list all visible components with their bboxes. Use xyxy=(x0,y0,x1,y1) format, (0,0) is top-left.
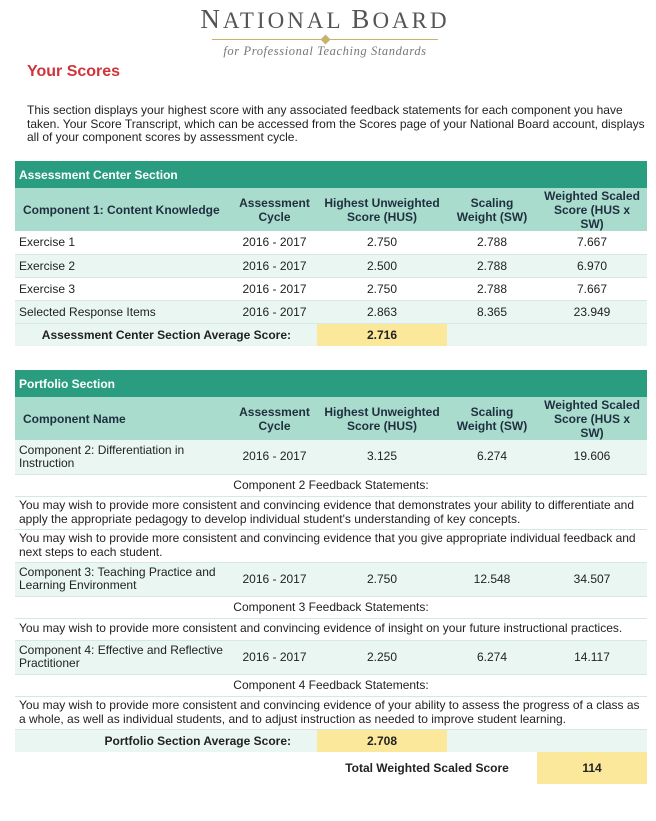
feedback-header: Component 4 Feedback Statements: xyxy=(15,674,647,696)
feedback-header-row xyxy=(15,474,647,496)
section-average-row xyxy=(15,323,647,346)
sw-value: 2.788 xyxy=(447,254,537,277)
logo-subtitle: for Professional Teaching Standards xyxy=(223,44,427,58)
wss-value: 14.117 xyxy=(537,640,647,674)
component-name: Exercise 1 xyxy=(15,231,232,254)
hus-value: 2.863 xyxy=(317,300,447,323)
assessment-cycle: 2016 - 2017 xyxy=(232,300,317,323)
feedback-header-row xyxy=(15,596,647,618)
sw-value: 12.548 xyxy=(447,562,537,596)
assessment-cycle: 2016 - 2017 xyxy=(232,562,317,596)
average-label: Assessment Center Section Average Score: xyxy=(15,323,317,346)
page-title: Your Scores xyxy=(27,63,121,80)
column-header: Scaling Weight (SW) xyxy=(447,397,537,440)
wss-value: 23.949 xyxy=(537,300,647,323)
average-score: 2.716 xyxy=(317,323,447,346)
assessment-cycle: 2016 - 2017 xyxy=(232,254,317,277)
feedback-row xyxy=(15,529,647,562)
column-header: Scaling Weight (SW) xyxy=(447,188,537,231)
feedback-statement: You may wish to provide more consistent and convincing evidence of insight on your future instructional practices. xyxy=(15,618,647,640)
hus-value: 2.750 xyxy=(317,562,447,596)
hus-value: 2.750 xyxy=(317,277,447,300)
wss-value: 19.606 xyxy=(537,440,647,474)
wss-value: 34.507 xyxy=(537,562,647,596)
table-row xyxy=(15,277,647,300)
column-headers xyxy=(15,188,647,231)
sw-value: 6.274 xyxy=(447,640,537,674)
wss-value: 6.970 xyxy=(537,254,647,277)
sw-value: 6.274 xyxy=(447,440,537,474)
feedback-row xyxy=(15,618,647,640)
total-score-row xyxy=(15,752,647,784)
component-name: Exercise 2 xyxy=(15,254,232,277)
component-name: Component 2: Differentiation in Instruction xyxy=(15,440,232,474)
table-row xyxy=(15,231,647,254)
component-name: Component 4: Effective and Reflective Practitioner xyxy=(15,640,232,674)
component-name: Exercise 3 xyxy=(15,277,232,300)
feedback-statement: You may wish to provide more consistent and convincing evidence of your ability to assess the progress of a class as a whole, as well as individual students, and to adjust instruction as needed to improve student learning. xyxy=(15,696,647,729)
assessment-cycle: 2016 - 2017 xyxy=(232,277,317,300)
wss-value: 7.667 xyxy=(537,277,647,300)
column-headers xyxy=(15,397,647,440)
portfolio-table xyxy=(15,370,647,784)
section-header-assessment xyxy=(15,161,647,188)
column-header: Highest Unweighted Score (HUS) xyxy=(317,188,447,231)
assessment-center-table xyxy=(15,161,647,346)
hus-value: 3.125 xyxy=(317,440,447,474)
assessment-cycle: 2016 - 2017 xyxy=(232,440,317,474)
table-row xyxy=(15,300,647,323)
table-row xyxy=(15,254,647,277)
hus-value: 2.250 xyxy=(317,640,447,674)
feedback-header: Component 2 Feedback Statements: xyxy=(15,474,647,496)
table-row xyxy=(15,440,647,474)
feedback-header-row xyxy=(15,674,647,696)
column-header: Assessment Cycle xyxy=(232,188,317,231)
logo-wordmark: NATIONAL BOARD xyxy=(200,4,450,34)
feedback-row xyxy=(15,496,647,529)
total-label: Total Weighted Scaled Score xyxy=(317,752,537,784)
feedback-row xyxy=(15,696,647,729)
wss-value: 7.667 xyxy=(537,231,647,254)
nbpts-logo xyxy=(190,6,460,59)
section-title: Assessment Center Section xyxy=(15,161,647,188)
section-header-portfolio xyxy=(15,370,647,397)
column-header: Assessment Cycle xyxy=(232,397,317,440)
component-name: Component 3: Teaching Practice and Learning Environment xyxy=(15,562,232,596)
column-header: Weighted Scaled Score (HUS x SW) xyxy=(537,188,647,231)
column-header: Component Name xyxy=(15,397,232,440)
table-row xyxy=(15,562,647,596)
column-header: Component 1: Content Knowledge xyxy=(15,188,232,231)
intro-text: This section displays your highest score with any associated feedback statements for each component you have taken. Your Score Transcript, which can be accessed from the Scores page of your National Board account, displays all of your component scores by assessment cycle. xyxy=(27,103,645,144)
column-header: Highest Unweighted Score (HUS) xyxy=(317,397,447,440)
column-header: Weighted Scaled Score (HUS x SW) xyxy=(537,397,647,440)
table-row xyxy=(15,640,647,674)
assessment-cycle: 2016 - 2017 xyxy=(232,231,317,254)
sw-value: 2.788 xyxy=(447,231,537,254)
feedback-statement: You may wish to provide more consistent and convincing evidence that you give appropriate individual feedback and next steps to each student. xyxy=(15,529,647,562)
feedback-statement: You may wish to provide more consistent and convincing evidence that demonstrates your ability to differentiate and apply the appropriate pedagogy to develop individual student's understanding of key concepts. xyxy=(15,496,647,529)
hus-value: 2.750 xyxy=(317,231,447,254)
sw-value: 8.365 xyxy=(447,300,537,323)
feedback-header: Component 3 Feedback Statements: xyxy=(15,596,647,618)
assessment-cycle: 2016 - 2017 xyxy=(232,640,317,674)
logo-divider xyxy=(212,36,438,44)
hus-value: 2.500 xyxy=(317,254,447,277)
section-title: Portfolio Section xyxy=(15,370,647,397)
total-score: 114 xyxy=(537,752,647,784)
average-score: 2.708 xyxy=(317,729,447,752)
section-average-row xyxy=(15,729,647,752)
component-name: Selected Response Items xyxy=(15,300,232,323)
sw-value: 2.788 xyxy=(447,277,537,300)
average-label: Portfolio Section Average Score: xyxy=(15,729,317,752)
